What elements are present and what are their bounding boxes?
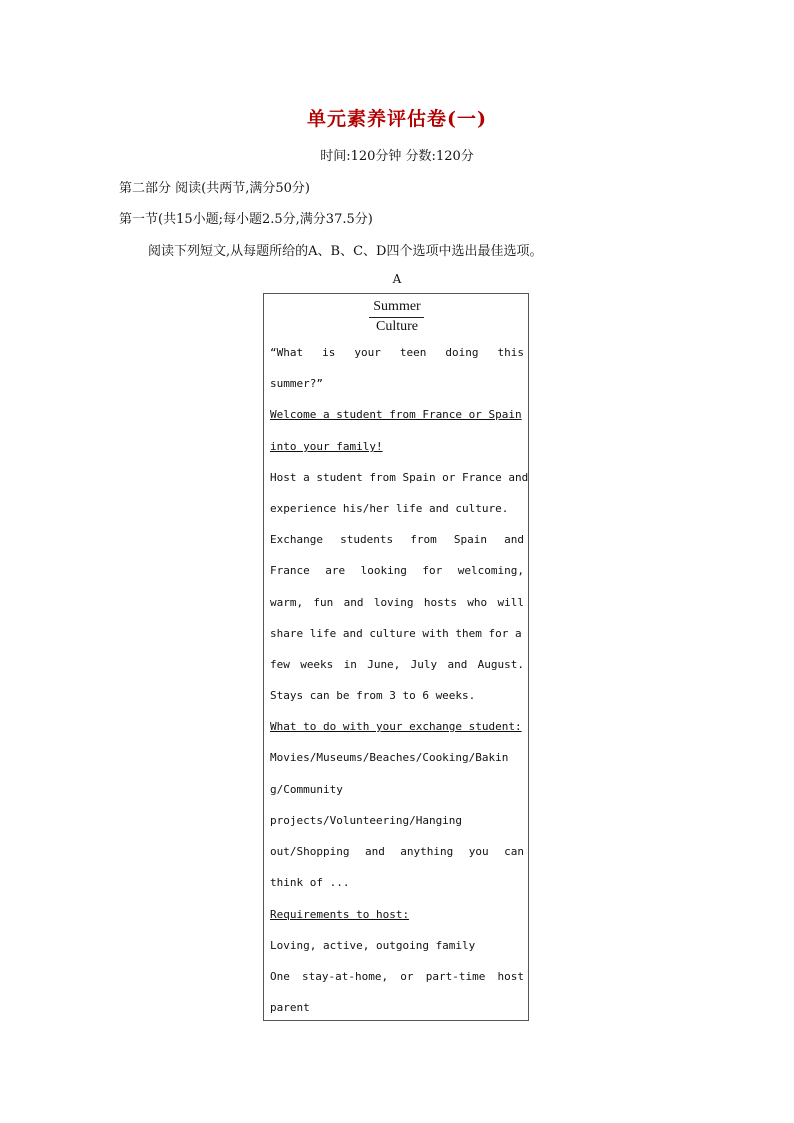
- passage-line: Loving, active, outgoing family: [270, 939, 476, 952]
- passage-line: Host a student from Spain or France and: [270, 471, 529, 484]
- passage-line: experience his/her life and culture.: [270, 502, 509, 515]
- passage-box: [263, 293, 529, 1021]
- passage-subheading: into your family!: [270, 440, 383, 453]
- passage-line: France are looking for welcoming,: [270, 564, 524, 577]
- time-and-score: 时间:120分钟 分数:120分: [320, 149, 474, 164]
- passage-subheading: Welcome a student from France or Spain: [270, 408, 522, 421]
- part-heading: 第二部分 阅读(共两节,满分50分): [119, 181, 310, 196]
- passage-line: think of ...: [270, 876, 350, 889]
- passage-subheading: Requirements to host:: [270, 908, 410, 921]
- passage-line: Exchange students from Spain and: [270, 533, 524, 546]
- passage-line: One stay-at-home, or part-time host: [270, 970, 524, 983]
- passage-line: share life and culture with them for a: [270, 627, 522, 640]
- passage-line: out/Shopping and anything you can: [270, 845, 524, 858]
- passage-subheading: What to do with your exchange student:: [270, 720, 522, 733]
- passage-line: Stays can be from 3 to 6 weeks.: [270, 689, 476, 702]
- passage-line: warm, fun and loving hosts who will: [270, 596, 524, 609]
- document-title: 单元素养评估卷(一): [307, 108, 487, 130]
- section-heading: 第一节(共15小题;每小题2.5分,满分37.5分): [119, 212, 373, 227]
- passage-line: projects/Volunteering/Hanging: [270, 814, 463, 827]
- passage-line: “What is your teen doing this: [270, 346, 524, 359]
- passage-heading-line1: Summer: [373, 299, 421, 314]
- passage-heading-line2: Culture: [376, 319, 418, 334]
- passage-line: Movies/Museums/Beaches/Cooking/Bakin: [270, 751, 509, 764]
- passage-line: parent: [270, 1001, 310, 1014]
- passage-line: summer?”: [270, 377, 323, 390]
- directions-text: 阅读下列短文,从每题所给的A、B、C、D四个选项中选出最佳选项。: [148, 244, 543, 259]
- passage-line: few weeks in June, July and August.: [270, 658, 524, 671]
- passage-line: g/Community: [270, 783, 343, 796]
- passage-label: A: [392, 272, 402, 286]
- heading-divider: [369, 317, 424, 318]
